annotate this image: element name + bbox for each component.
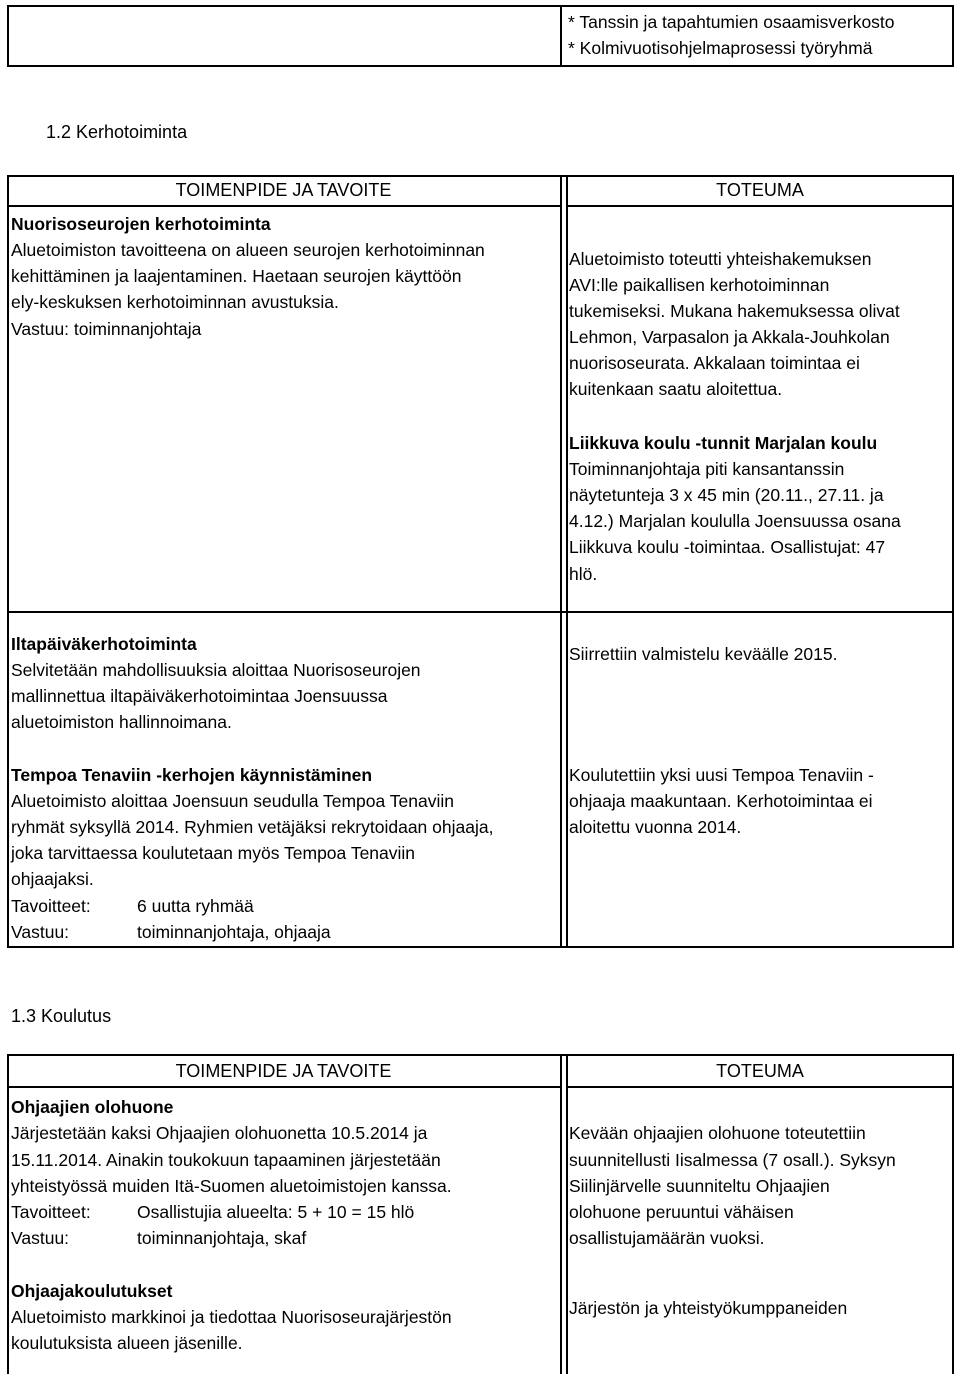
result-text: näytetunteja 3 x 45 min (20.11., 27.11. ja xyxy=(569,485,884,505)
item-text: ohjaajaksi. xyxy=(11,869,94,889)
section-heading: 1.3 Koulutus xyxy=(11,1006,112,1026)
item-title: Ohjaajien olohuone xyxy=(11,1097,174,1117)
responsibility-label: Vastuu: xyxy=(11,1228,70,1248)
result-text: hlö. xyxy=(569,564,598,584)
item-text: aluetoimiston hallinnoimana. xyxy=(11,712,232,732)
goal-label: Tavoitteet: xyxy=(11,1202,91,1222)
item-text: Aluetoimiston tavoitteena on alueen seurojen kerhotoiminnan xyxy=(11,240,485,260)
item-text: joka tarvittaessa koulutetaan myös Tempoa Tenaviin xyxy=(11,843,416,863)
goal-value: 6 uutta ryhmää xyxy=(137,896,254,916)
item-text: Aluetoimisto aloittaa Joensuun seudulla Tempoa Tenaviin xyxy=(11,791,454,811)
item-text: ely-keskuksen kerhotoiminnan avustuksia. xyxy=(11,292,339,312)
item-text: Selvitetään mahdollisuuksia aloittaa Nuorisoseurojen xyxy=(11,660,421,680)
column-divider xyxy=(560,175,562,948)
result-text: Aluetoimisto toteutti yhteishakemuksen xyxy=(569,249,872,269)
column-header-left: TOIMENPIDE JA TAVOITE xyxy=(175,180,392,200)
result-text: ohjaaja maakuntaan. Kerhotoimintaa ei xyxy=(569,791,873,811)
result-text: Liikkuva koulu -toimintaa. Osallistujat: 47 xyxy=(569,537,886,557)
section-heading: 1.2 Kerhotoiminta xyxy=(46,122,188,142)
result-title: Liikkuva koulu -tunnit Marjalan koulu xyxy=(569,433,878,453)
responsibility-value: toiminnanjohtaja, ohjaaja xyxy=(137,922,331,942)
item-text: kehittäminen ja laajentaminen. Haetaan seurojen käyttöön xyxy=(11,266,462,286)
row-separator xyxy=(7,611,954,613)
result-text: osallistujamäärän vuoksi. xyxy=(569,1228,765,1248)
goal-value: Osallistujia alueelta: 5 + 10 = 15 hlö xyxy=(137,1202,415,1222)
result-text: Siirrettiin valmistelu keväälle 2015. xyxy=(569,644,838,664)
result-text: AVI:lle paikallisen kerhotoiminnan xyxy=(569,275,830,295)
item-title: Tempoa Tenaviin -kerhojen käynnistäminen xyxy=(11,765,373,785)
item-title: Nuorisoseurojen kerhotoiminta xyxy=(11,214,271,234)
item-text: yhteistyössä muiden Itä-Suomen aluetoimistojen kanssa. xyxy=(11,1176,452,1196)
result-text: Lehmon, Varpasalon ja Akkala-Jouhkolan xyxy=(569,327,890,347)
item-title: Ohjaajakoulutukset xyxy=(11,1281,173,1301)
header-separator xyxy=(566,1086,954,1088)
item-text: ryhmät syksyllä 2014. Ryhmien vetäjäksi rekrytoidaan ohjaaja, xyxy=(11,817,494,837)
result-text: olohuone peruuntui vähäisen xyxy=(569,1202,794,1222)
result-text: Siilinjärvelle suunniteltu Ohjaajien xyxy=(569,1176,830,1196)
result-text: Kevään ohjaajien olohuone toteutettiin xyxy=(569,1123,866,1143)
item-title: Iltapäiväkerhotoiminta xyxy=(11,634,197,654)
top-table-divider xyxy=(560,5,562,67)
result-text: 4.12.) Marjalan koululla Joensuussa osana xyxy=(569,511,901,531)
result-text: Koulutettiin yksi uusi Tempoa Tenaviin - xyxy=(569,765,874,785)
item-text: Vastuu: toiminnanjohtaja xyxy=(11,319,202,339)
responsibility-label: Vastuu: xyxy=(11,922,70,942)
result-text: Toiminnanjohtaja piti kansantanssin xyxy=(569,459,845,479)
header-separator xyxy=(7,1086,560,1088)
top-list-item: * Tanssin ja tapahtumien osaamisverkosto xyxy=(568,12,895,32)
column-header-left: TOIMENPIDE JA TAVOITE xyxy=(175,1061,392,1081)
item-text: Aluetoimisto markkinoi ja tiedottaa Nuorisoseurajärjestön xyxy=(11,1307,452,1327)
column-divider xyxy=(566,1054,568,1374)
column-divider xyxy=(560,1054,562,1374)
column-divider xyxy=(566,175,568,948)
item-text: koulutuksista alueen jäsenille. xyxy=(11,1333,243,1353)
result-text: nuorisoseurata. Akkalaan toimintaa ei xyxy=(569,353,860,373)
column-header-right: TOTEUMA xyxy=(716,180,804,200)
result-text: suunnitellusti Iisalmessa (7 osall.). Syksyn xyxy=(569,1150,896,1170)
item-text: mallinnettua iltapäiväkerhotoimintaa Joensuussa xyxy=(11,686,388,706)
result-text: aloitettu vuonna 2014. xyxy=(569,817,742,837)
item-text: Järjestetään kaksi Ohjaajien olohuonetta 10.5.2014 ja xyxy=(11,1123,428,1143)
goal-label: Tavoitteet: xyxy=(11,896,91,916)
item-text: 15.11.2014. Ainakin toukokuun tapaaminen järjestetään xyxy=(11,1150,441,1170)
column-header-right: TOTEUMA xyxy=(716,1061,804,1081)
result-text: Järjestön ja yhteistyökumppaneiden xyxy=(569,1298,848,1318)
header-separator xyxy=(7,205,560,207)
top-list-item: * Kolmivuotisohjelmaprosessi työryhmä xyxy=(568,38,873,58)
result-text: tukemiseksi. Mukana hakemuksessa olivat xyxy=(569,301,900,321)
result-text: kuitenkaan saatu aloitettua. xyxy=(569,379,783,399)
responsibility-value: toiminnanjohtaja, skaf xyxy=(137,1228,307,1248)
header-separator xyxy=(566,205,954,207)
